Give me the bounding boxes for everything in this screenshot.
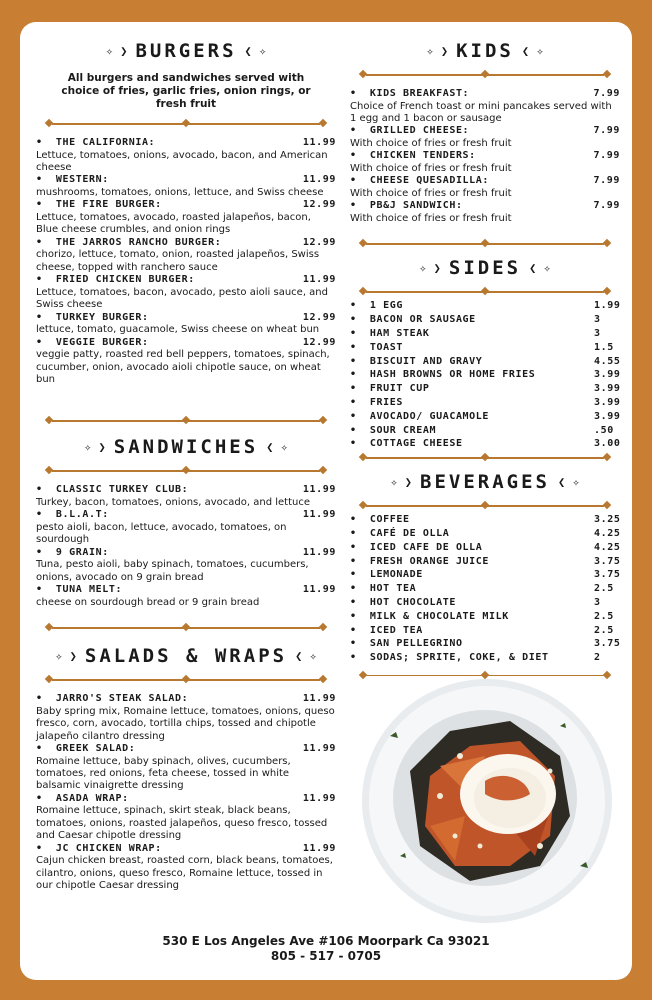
left-column (36, 40, 336, 893)
menu-item-price: 11.99 (302, 693, 336, 705)
burgers-section (36, 40, 336, 386)
ornament-left-icon: ✧ ❯ (55, 649, 77, 664)
menu-item-price: 7.99 (593, 200, 620, 212)
menu-item-name: • GRILLED CHEESE: (350, 125, 469, 138)
menu-item-header (36, 547, 336, 560)
menu-item-header (36, 843, 336, 856)
divider (360, 501, 610, 511)
menu-item-price: 11.99 (302, 137, 336, 148)
salads-list (36, 693, 336, 892)
menu-item (350, 527, 620, 541)
menu-item-name: • FRIED CHICKEN BURGER: (36, 274, 195, 287)
menu-item-name: • GREEK SALAD: (36, 743, 135, 756)
menu-item-description: With choice of fries or fresh fruit (350, 163, 512, 174)
menu-item-name: • BACON OR SAUSAGE (350, 313, 476, 327)
menu-item-header (350, 200, 620, 213)
menu-item-price: 3.25 (594, 514, 621, 526)
menu-item (350, 88, 620, 125)
menu-item-header (36, 484, 336, 497)
menu-item (350, 596, 620, 610)
kids-title (350, 40, 620, 62)
footer (20, 934, 632, 964)
menu-item-name: • JARRO'S STEAK SALAD: (36, 693, 188, 706)
menu-item-price: 11.99 (302, 484, 336, 496)
phone: 805 - 517 - 0705 (270, 949, 382, 963)
menu-item-price: 3 (594, 596, 601, 608)
ornament-left-icon: ✧ ❯ (105, 44, 128, 58)
menu-item-name: • TOAST (350, 341, 403, 355)
menu-item-name: • 1 EGG (350, 299, 403, 313)
menu-item-header (36, 509, 336, 522)
menu-item-description: Cajun chicken breast, roasted corn, black beans, tomatoes, cilantro, onions, queso fresco, Romaine lettuce, tossed in our chipotle Caesar dressing (36, 855, 333, 892)
divider (46, 119, 326, 129)
menu-item-price: 11.99 (302, 743, 336, 755)
burgers-title-text: BURGERS (135, 40, 237, 62)
menu-item-price: 3.99 (594, 396, 621, 408)
menu-item-name: • THE CALIFORNIA: (36, 137, 155, 150)
menu-item-description: Tuna, pesto aioli, baby spinach, tomatoes, cucumbers, onions, avocado on 9 grain bread (36, 559, 309, 583)
menu-item-name: • FRESH ORANGE JUICE (350, 555, 489, 569)
menu-item-description: cheese on sourdough bread or 9 grain bread (36, 596, 260, 608)
menu-item-name: • HASH BROWNS OR HOME FRIES (350, 368, 535, 382)
menu-item-price: 3 (594, 328, 601, 339)
menu-item-name: • COTTAGE CHEESE (350, 437, 463, 451)
menu-item (350, 313, 620, 327)
menu-item-description: mushrooms, tomatoes, onions, lettuce, and Swiss cheese (36, 187, 324, 198)
menu-item (350, 651, 620, 665)
menu-item (36, 743, 336, 793)
menu-item (350, 568, 620, 582)
menu-item-name: • 9 GRAIN: (36, 547, 109, 560)
menu-item-description: pesto aioli, bacon, lettuce, avocado, tomatoes, on sourdough (36, 522, 287, 546)
menu-item-price: 4.55 (594, 355, 621, 367)
menu-item-description: Lettuce, tomatoes, bacon, avocado, pesto aioli sauce, and Swiss cheese (36, 286, 328, 311)
salads-title (36, 645, 336, 667)
menu-item-header (350, 175, 620, 188)
menu-item-description: Lettuce, tomatoes, avocado, roasted jalapeños, bacon, Blue cheese crumbles, and onion rings (36, 212, 311, 236)
ornament-right-icon: ❮ ✧ (244, 44, 267, 58)
menu-page (20, 22, 632, 980)
menu-item-price: 4.25 (594, 527, 621, 539)
menu-item-price: 2.5 (594, 610, 614, 622)
menu-item (350, 150, 620, 175)
menu-item (350, 637, 620, 651)
burgers-list (36, 137, 336, 386)
menu-item (350, 125, 620, 150)
menu-item-header (36, 237, 336, 250)
menu-item-header (36, 274, 336, 287)
menu-item-header (36, 693, 336, 706)
menu-item-name: • HAM STEAK (350, 327, 429, 341)
beverages-section (350, 471, 620, 681)
menu-item-name: • LEMONADE (350, 568, 423, 582)
ornament-right-icon: ❮ ✧ (521, 44, 544, 58)
menu-item-name: • THE FIRE BURGER: (36, 199, 162, 212)
menu-item (350, 555, 620, 569)
menu-item (350, 327, 620, 341)
menu-item (350, 175, 620, 200)
menu-item (36, 174, 336, 199)
menu-item-price: 12.99 (302, 199, 336, 211)
address: 530 E Los Angeles Ave #106 Moorpark Ca 93021 (162, 934, 490, 948)
menu-item-name: • CHICKEN TENDERS: (350, 150, 476, 163)
menu-item (36, 237, 336, 274)
menu-item-name: • ICED CAFE DE OLLA (350, 541, 482, 555)
menu-item-name: • TURKEY BURGER: (36, 312, 149, 325)
divider (360, 70, 610, 80)
menu-item-header (36, 174, 336, 187)
beverages-title-text: BEVERAGES (420, 471, 550, 494)
menu-item-price: 11.99 (302, 546, 336, 558)
menu-item-name: • COFFEE (350, 513, 410, 527)
menu-item-name: • FRUIT CUP (350, 382, 429, 396)
menu-item-header (36, 584, 336, 597)
ornament-left-icon: ✧ ❯ (426, 44, 449, 58)
menu-item-description: lettuce, tomato, guacamole, Swiss cheese on wheat bun (36, 324, 320, 336)
menu-item-price: 3.99 (594, 369, 621, 381)
menu-item-price: 1.99 (594, 300, 621, 312)
menu-item (350, 341, 620, 355)
menu-item-name: • THE JARROS RANCHO BURGER: (36, 237, 221, 250)
salads-section (36, 645, 336, 892)
menu-item-price: 12.99 (302, 236, 336, 248)
burgers-title (36, 40, 336, 62)
menu-item-price: 11.99 (302, 842, 336, 854)
menu-item (350, 396, 620, 410)
ornament-left-icon: ✧ ❯ (390, 475, 413, 490)
menu-item-description: With choice of fries or fresh fruit (350, 138, 512, 149)
ornament-left-icon: ✧ ❯ (419, 261, 441, 276)
menu-item-price: 3.99 (594, 410, 621, 422)
menu-item (36, 199, 336, 236)
menu-item-header (36, 312, 336, 325)
menu-item-name: • BISCUIT AND GRAVY (350, 355, 482, 369)
divider (46, 623, 326, 633)
divider (360, 287, 610, 297)
menu-item-header (36, 199, 336, 212)
menu-item-price: 3.99 (594, 383, 621, 395)
menu-item-description: Turkey, bacon, tomatoes, onions, avocado, and lettuce (36, 497, 310, 509)
chilaquiles-plate-image (360, 676, 614, 926)
divider (46, 466, 326, 476)
menu-item-price: 7.99 (593, 88, 620, 99)
menu-item-price: 3.75 (594, 569, 621, 581)
sandwiches-section (36, 436, 336, 609)
menu-item (350, 437, 620, 451)
burgers-intro: All burgers and sandwiches served with choice of fries, garlic fries, onion rings, or fresh fruit (61, 72, 311, 110)
menu-item (36, 584, 336, 609)
menu-item-name: • CLASSIC TURKEY CLUB: (36, 484, 188, 497)
menu-item-price: 11.99 (302, 509, 336, 521)
menu-item (350, 541, 620, 555)
menu-item-header (36, 793, 336, 806)
ornament-left-icon: ✧ ❯ (84, 440, 106, 455)
menu-item-price: 12.99 (302, 311, 336, 323)
menu-item-price: .50 (594, 424, 614, 436)
menu-item-price: 11.99 (302, 174, 336, 186)
menu-item-name: • FRIES (350, 396, 403, 410)
menu-item (350, 382, 620, 396)
menu-item-header (350, 88, 620, 101)
beverages-title (350, 471, 620, 493)
kids-list (350, 88, 620, 225)
menu-item-price: 1.5 (594, 341, 614, 353)
menu-item-name: • JC CHICKEN WRAP: (36, 843, 162, 856)
menu-item-name: • ASADA WRAP: (36, 793, 129, 806)
menu-item-description: Romaine lettuce, spinach, skirt steak, black beans, tomatoes, onions, roasted jalapeños, queso fresco, tossed and Caesar chipotle dressing (36, 805, 328, 842)
menu-item-price: 3.75 (594, 638, 621, 650)
menu-item-price: 3.75 (594, 555, 621, 567)
menu-item-price: 11.99 (302, 584, 336, 596)
menu-item (36, 843, 336, 893)
menu-item-price: 2 (594, 652, 601, 664)
menu-item-name: • AVOCADO/ GUACAMOLE (350, 410, 489, 424)
menu-item-description: Lettuce, tomatoes, onions, avocado, bacon, and American cheese (36, 149, 328, 173)
sides-list (350, 299, 620, 451)
divider (360, 453, 610, 463)
menu-item (350, 624, 620, 638)
menu-item-price: 3.00 (594, 438, 621, 450)
menu-item (350, 610, 620, 624)
sides-section (350, 257, 620, 463)
menu-item-name: • VEGGIE BURGER: (36, 337, 149, 350)
menu-item-name: • SOUR CREAM (350, 424, 436, 438)
ornament-right-icon: ❮ ✧ (295, 649, 317, 664)
menu-item (36, 312, 336, 337)
divider (360, 239, 610, 249)
menu-item (350, 513, 620, 527)
ornament-right-icon: ❮ ✧ (266, 440, 288, 455)
menu-item-price: 4.25 (594, 541, 621, 553)
menu-item (350, 410, 620, 424)
menu-item-name: • MILK & CHOCOLATE MILK (350, 610, 509, 624)
menu-item (36, 137, 336, 174)
menu-item (350, 582, 620, 596)
ornament-right-icon: ❮ ✧ (557, 475, 580, 490)
menu-item (350, 424, 620, 438)
menu-item-header (350, 150, 620, 163)
sandwiches-title-text: SANDWICHES (113, 436, 259, 459)
menu-item-header (36, 743, 336, 756)
menu-item-header (36, 337, 336, 350)
menu-item-description: With choice of fries or fresh fruit (350, 188, 512, 199)
kids-title-text: KIDS (456, 40, 514, 62)
sandwiches-list (36, 484, 336, 609)
menu-item-description: Romaine lettuce, baby spinach, olives, cucumbers, tomatoes, red onions, feta cheese, tossed in white balsamic vinaigrette dressing (36, 755, 291, 792)
kids-section (350, 40, 620, 225)
divider (46, 416, 326, 426)
menu-item (36, 337, 336, 387)
menu-item-name: • CAFÉ DE OLLA (350, 527, 449, 541)
menu-item (36, 693, 336, 743)
menu-item-description: Baby spring mix, Romaine lettuce, tomatoes, onions, queso fresco, corn, avocado, tortilla chips, tossed and chipotle jalapeño cilantro dressing (36, 705, 335, 742)
menu-item (350, 355, 620, 369)
menu-item-name: • WESTERN: (36, 174, 109, 187)
menu-item-price: 11.99 (302, 274, 336, 286)
menu-item-price: 2.5 (594, 624, 614, 636)
menu-item-price: 2.5 (594, 583, 614, 595)
menu-item (350, 200, 620, 225)
menu-item-price: 7.99 (593, 150, 620, 162)
menu-item-name: • PB&J SANDWICH: (350, 200, 463, 213)
divider (46, 675, 326, 685)
menu-item-price: 11.99 (302, 792, 336, 804)
menu-item-name: • KIDS BREAKFAST: (350, 88, 469, 101)
menu-item-description: chorizo, lettuce, tomato, onion, roasted jalapeños, Swiss cheese, topped with ranchero sauce (36, 249, 320, 273)
menu-item-name: • CHEESE QUESADILLA: (350, 175, 489, 188)
menu-item (350, 299, 620, 313)
salads-title-text: SALADS & WRAPS (84, 645, 288, 668)
sandwiches-title (36, 436, 336, 458)
menu-item-description: veggie patty, roasted red bell peppers, tomatoes, spinach, cucumber, onion, avocado aioli chipotle sauce, on wheat bun (36, 349, 330, 386)
menu-item-price: 12.99 (302, 336, 336, 348)
menu-item (350, 368, 620, 382)
menu-item-name: • ICED TEA (350, 624, 423, 638)
menu-item-name: • HOT CHOCOLATE (350, 596, 456, 610)
menu-item-name: • TUNA MELT: (36, 584, 122, 597)
menu-item-description: With choice of fries or fresh fruit (350, 213, 512, 224)
menu-item-name: • HOT TEA (350, 582, 416, 596)
beverages-list (350, 513, 620, 665)
menu-item-header (350, 125, 620, 138)
menu-item-price: 7.99 (593, 125, 620, 137)
menu-item (36, 509, 336, 546)
menu-item-price: 3 (594, 314, 601, 326)
ornament-right-icon: ❮ ✧ (529, 261, 551, 276)
menu-item-name: • SODAS; SPRITE, COKE, & DIET (350, 651, 549, 665)
sides-title (350, 257, 620, 279)
menu-item (36, 547, 336, 584)
menu-item-price: 7.99 (593, 175, 620, 187)
menu-item-name: • B.L.A.T: (36, 509, 109, 522)
menu-item-description: Choice of French toast or mini pancakes served with 1 egg and 1 bacon or sausage (350, 100, 612, 124)
menu-item (36, 793, 336, 843)
right-column (350, 40, 620, 689)
menu-item-header (36, 137, 336, 150)
sides-title-text: SIDES (448, 257, 522, 280)
menu-item-name: • SAN PELLEGRINO (350, 637, 463, 651)
menu-item (36, 274, 336, 311)
menu-item (36, 484, 336, 509)
